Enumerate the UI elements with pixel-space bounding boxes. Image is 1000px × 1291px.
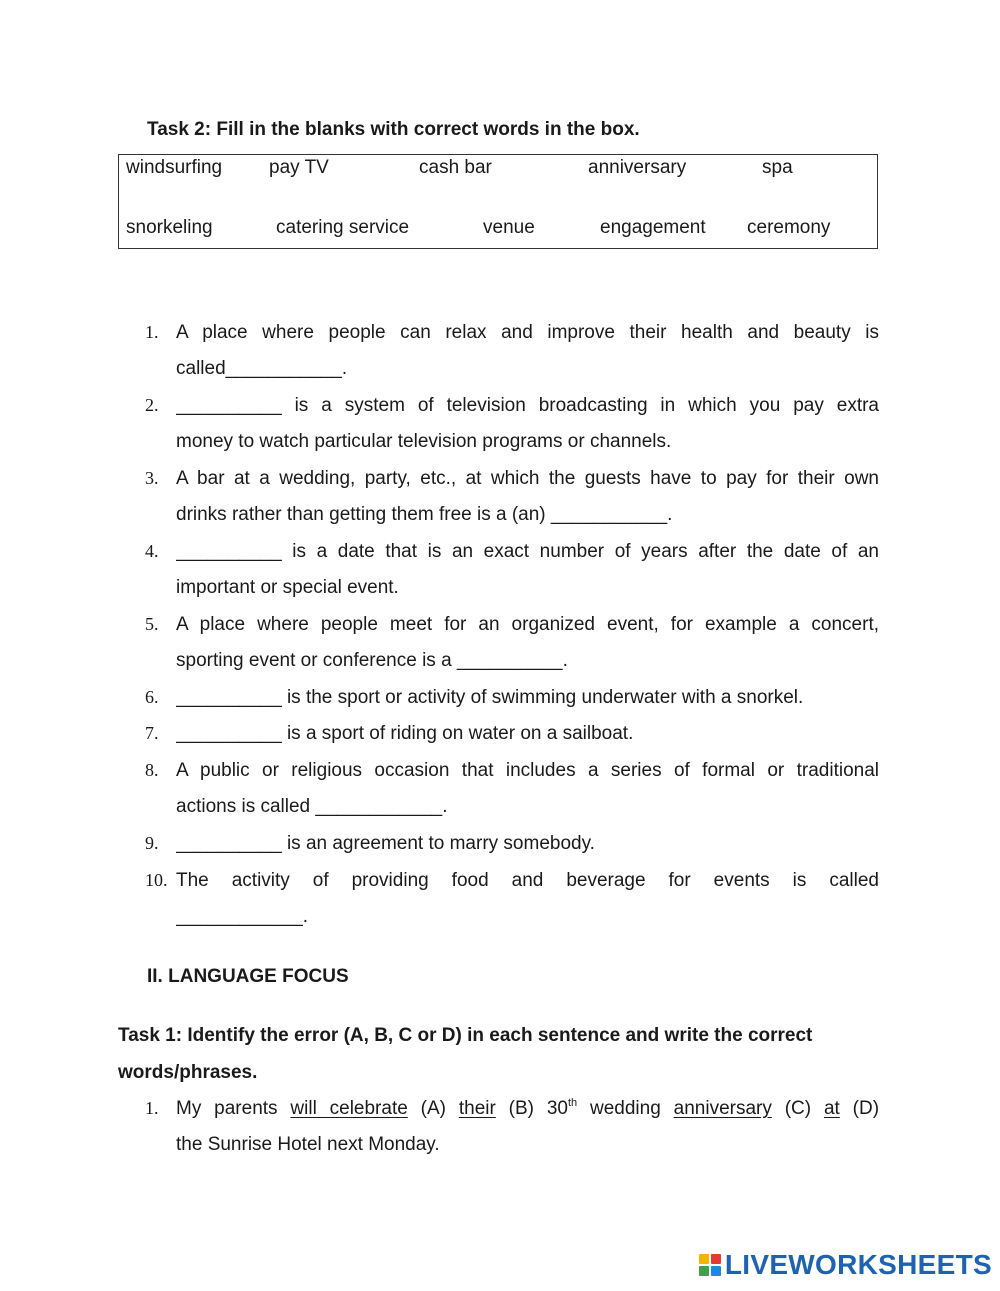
word-box-item: spa — [762, 157, 793, 178]
question-number: 10. — [145, 870, 168, 890]
word-box-item: anniversary — [588, 157, 687, 178]
logo-square — [699, 1266, 709, 1276]
word-box-item: ceremony — [747, 217, 831, 238]
question-text: sporting event or conference is a __________. — [176, 650, 568, 671]
word-box-item: snorkeling — [126, 217, 213, 238]
question-number: 4. — [145, 541, 159, 561]
question-text: A bar at a wedding, party, etc., at which the guests have to pay for their own — [176, 468, 879, 489]
error-question-text: the Sunrise Hotel next Monday. — [176, 1134, 440, 1155]
question-number: 8. — [145, 760, 159, 780]
question-number: 9. — [145, 833, 159, 853]
word-box-item: windsurfing — [126, 157, 223, 178]
question-text: drinks rather than getting them free is a (an) ___________. — [176, 504, 673, 525]
question-text: A place where people can relax and improve their health and beauty is — [176, 322, 879, 343]
question-text: important or special event. — [176, 577, 399, 598]
option-c-phrase: anniversary — [673, 1098, 772, 1119]
task1-title-continued: words/phrases. — [118, 1062, 258, 1083]
word-box — [118, 154, 878, 249]
question-number: 1. — [145, 322, 159, 342]
question-number: 1. — [145, 1098, 159, 1118]
option-b-phrase: their — [458, 1098, 496, 1119]
option-a-phrase: will celebrate — [290, 1098, 408, 1119]
word-box-item: engagement — [600, 217, 706, 238]
question-text: called___________. — [176, 358, 348, 379]
question-text: actions is called ____________. — [176, 796, 448, 817]
question-text: The activity of providing food and beverage for events is called — [176, 870, 879, 891]
liveworksheets-logo — [699, 1249, 992, 1281]
question-text: money to watch particular television programs or channels. — [176, 431, 672, 452]
word-box-item: catering service — [276, 217, 410, 238]
question-text: A place where people meet for an organized event, for example a concert, — [176, 614, 879, 635]
question-text: ____________. — [176, 906, 309, 927]
question-text: __________ is the sport or activity of swimming underwater with a snorkel. — [176, 687, 804, 708]
question-text: __________ is a sport of riding on water on a sailboat. — [176, 723, 634, 744]
question-number: 2. — [145, 395, 159, 415]
logo-square — [711, 1254, 721, 1264]
question-number: 5. — [145, 614, 159, 634]
question-text: A public or religious occasion that includes a series of formal or traditional — [176, 760, 879, 781]
word-box-item: pay TV — [269, 157, 329, 178]
question-number: 7. — [145, 723, 159, 743]
logo-square — [699, 1254, 709, 1264]
word-box-item: cash bar — [419, 157, 492, 178]
logo-squares-icon — [699, 1254, 721, 1276]
task1-title: Task 1: Identify the error (A, B, C or D) in each sentence and write the correct — [118, 1025, 813, 1046]
logo-square — [711, 1266, 721, 1276]
question-number: 6. — [145, 687, 159, 707]
error-question-text: My parents will celebrate (A) their (B) 30th wedding anniversary (C) at (D) — [176, 1098, 879, 1119]
option-d-phrase: at — [823, 1098, 840, 1119]
task2-title: Task 2: Fill in the blanks with correct words in the box. — [147, 119, 640, 140]
question-text: __________ is an agreement to marry somebody. — [176, 833, 595, 854]
logo-text: LIVEWORKSHEETS — [724, 1249, 992, 1280]
question-number: 3. — [145, 468, 159, 488]
question-text: __________ is a date that is an exact number of years after the date of an — [176, 541, 879, 562]
section-title: II. LANGUAGE FOCUS — [147, 966, 349, 987]
word-box-item: venue — [483, 217, 535, 238]
question-text: __________ is a system of television broadcasting in which you pay extra — [176, 395, 879, 416]
